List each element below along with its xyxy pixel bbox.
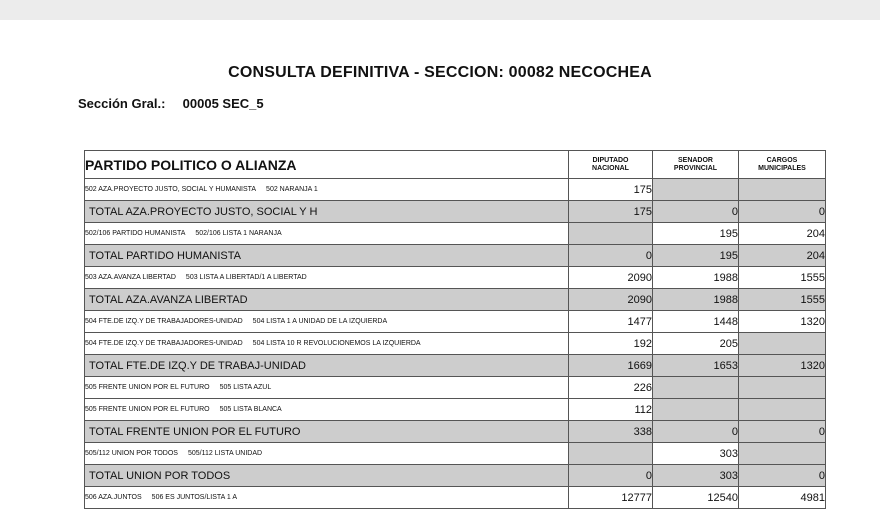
party-cell xyxy=(85,245,569,267)
party-name: 505 FRENTE UNION POR EL FUTURO xyxy=(85,384,210,391)
cargos-value: 1320 xyxy=(739,311,826,333)
party-name: 502 AZA.PROYECTO JUSTO, SOCIAL Y HUMANISTA xyxy=(85,186,257,193)
table-header-row xyxy=(85,151,826,179)
table-row xyxy=(85,311,826,333)
cargos-value: 0 xyxy=(739,201,826,223)
party-name: TOTAL AZA.PROYECTO JUSTO, SOCIAL Y H xyxy=(89,205,318,218)
cargos-value xyxy=(739,443,826,465)
page-title: CONSULTA DEFINITIVA - SECCION: 00082 NECOCHEA xyxy=(228,64,652,81)
table-row xyxy=(85,333,826,355)
party-cell xyxy=(85,311,569,333)
party-name: 505/112 UNION POR TODOS xyxy=(85,450,178,457)
list-name: 504 LISTA 1 A UNIDAD DE LA IZQUIERDA xyxy=(252,318,388,325)
total-row xyxy=(85,421,826,443)
total-row xyxy=(85,465,826,487)
total-row xyxy=(85,245,826,267)
party-name: TOTAL AZA.AVANZA LIBERTAD xyxy=(89,293,248,306)
diputado-value xyxy=(569,443,653,465)
senador-value: 195 xyxy=(653,245,739,267)
senador-value: 195 xyxy=(653,223,739,245)
total-row xyxy=(85,289,826,311)
party-cell xyxy=(85,179,569,201)
party-cell xyxy=(85,377,569,399)
table-row xyxy=(85,267,826,289)
list-name: 503 LISTA A LIBERTAD/1 A LIBERTAD xyxy=(185,274,307,281)
cargos-value xyxy=(739,399,826,421)
list-name: 502/106 LISTA 1 NARANJA xyxy=(195,230,282,237)
table-row xyxy=(85,399,826,421)
party-name: 505 FRENTE UNION POR EL FUTURO xyxy=(85,406,210,413)
party-cell xyxy=(85,201,569,223)
party-cell xyxy=(85,355,569,377)
cargos-column-header: CARGOS MUNICIPALES xyxy=(739,151,826,179)
party-name: TOTAL FTE.DE IZQ.Y DE TRABAJ-UNIDAD xyxy=(89,359,306,372)
senador-value: 1448 xyxy=(653,311,739,333)
senador-value xyxy=(653,377,739,399)
senador-column-header: SENADOR PROVINCIAL xyxy=(653,151,739,179)
senador-value xyxy=(653,399,739,421)
party-cell xyxy=(85,289,569,311)
diputado-value: 175 xyxy=(569,201,653,223)
diputado-column-header: DIPUTADO NACIONAL xyxy=(569,151,653,179)
party-cell xyxy=(85,333,569,355)
table-row xyxy=(85,377,826,399)
diputado-value: 1477 xyxy=(569,311,653,333)
party-name: 504 FTE.DE IZQ.Y DE TRABAJADORES-UNIDAD xyxy=(85,340,243,347)
party-name: 506 AZA.JUNTOS xyxy=(85,494,142,501)
party-name: 504 FTE.DE IZQ.Y DE TRABAJADORES-UNIDAD xyxy=(85,318,243,325)
party-name: TOTAL UNION POR TODOS xyxy=(89,469,231,482)
diputado-value: 0 xyxy=(569,245,653,267)
senador-value: 205 xyxy=(653,333,739,355)
table-row xyxy=(85,443,826,465)
cargos-value: 1555 xyxy=(739,289,826,311)
cargos-value: 1320 xyxy=(739,355,826,377)
list-name: 505 LISTA AZUL xyxy=(219,384,272,391)
table-row xyxy=(85,223,826,245)
diputado-value: 192 xyxy=(569,333,653,355)
senador-value: 303 xyxy=(653,443,739,465)
party-name: TOTAL FRENTE UNION POR EL FUTURO xyxy=(89,425,301,438)
party-name: 502/106 PARTIDO HUMANISTA xyxy=(85,230,186,237)
section-value: 00005 SEC_5 xyxy=(182,96,264,111)
diputado-value: 2090 xyxy=(569,267,653,289)
total-row xyxy=(85,201,826,223)
diputado-value xyxy=(569,223,653,245)
party-cell xyxy=(85,223,569,245)
party-cell xyxy=(85,267,569,289)
party-cell xyxy=(85,443,569,465)
cargos-value: 1555 xyxy=(739,267,826,289)
list-name: 502 NARANJA 1 xyxy=(266,186,318,193)
diputado-value: 1669 xyxy=(569,355,653,377)
list-name: 505/112 LISTA UNIDAD xyxy=(187,450,263,457)
diputado-value: 226 xyxy=(569,377,653,399)
party-name: 503 AZA.AVANZA LIBERTAD xyxy=(85,274,176,281)
party-cell xyxy=(85,421,569,443)
results-table xyxy=(84,150,826,509)
table-row xyxy=(85,179,826,201)
senador-value: 1988 xyxy=(653,289,739,311)
total-row xyxy=(85,355,826,377)
senador-value: 1653 xyxy=(653,355,739,377)
cargos-value: 204 xyxy=(739,245,826,267)
senador-value: 0 xyxy=(653,421,739,443)
cargos-value: 4981 xyxy=(739,487,826,509)
party-cell xyxy=(85,465,569,487)
diputado-value: 112 xyxy=(569,399,653,421)
senador-value: 303 xyxy=(653,465,739,487)
table-row xyxy=(85,487,826,509)
section-info xyxy=(78,96,264,111)
cargos-value: 0 xyxy=(739,465,826,487)
diputado-value: 338 xyxy=(569,421,653,443)
cargos-value: 204 xyxy=(739,223,826,245)
diputado-value: 175 xyxy=(569,179,653,201)
senador-value: 1988 xyxy=(653,267,739,289)
senador-value: 0 xyxy=(653,201,739,223)
list-name: 506 ES JUNTOS/LISTA 1 A xyxy=(151,494,238,501)
senador-value: 12540 xyxy=(653,487,739,509)
diputado-value: 2090 xyxy=(569,289,653,311)
section-label: Sección Gral.: xyxy=(78,96,166,111)
diputado-value: 12777 xyxy=(569,487,653,509)
cargos-value xyxy=(739,333,826,355)
party-cell xyxy=(85,399,569,421)
top-bar xyxy=(0,0,880,20)
party-cell xyxy=(85,487,569,509)
diputado-value: 0 xyxy=(569,465,653,487)
cargos-value: 0 xyxy=(739,421,826,443)
party-column-header: PARTIDO POLITICO O ALIANZA xyxy=(85,151,569,179)
party-name: TOTAL PARTIDO HUMANISTA xyxy=(89,249,241,262)
senador-value xyxy=(653,179,739,201)
list-name: 505 LISTA BLANCA xyxy=(219,406,282,413)
cargos-value xyxy=(739,179,826,201)
list-name: 504 LISTA 10 R REVOLUCIONEMOS LA IZQUIERDA xyxy=(252,340,421,347)
cargos-value xyxy=(739,377,826,399)
